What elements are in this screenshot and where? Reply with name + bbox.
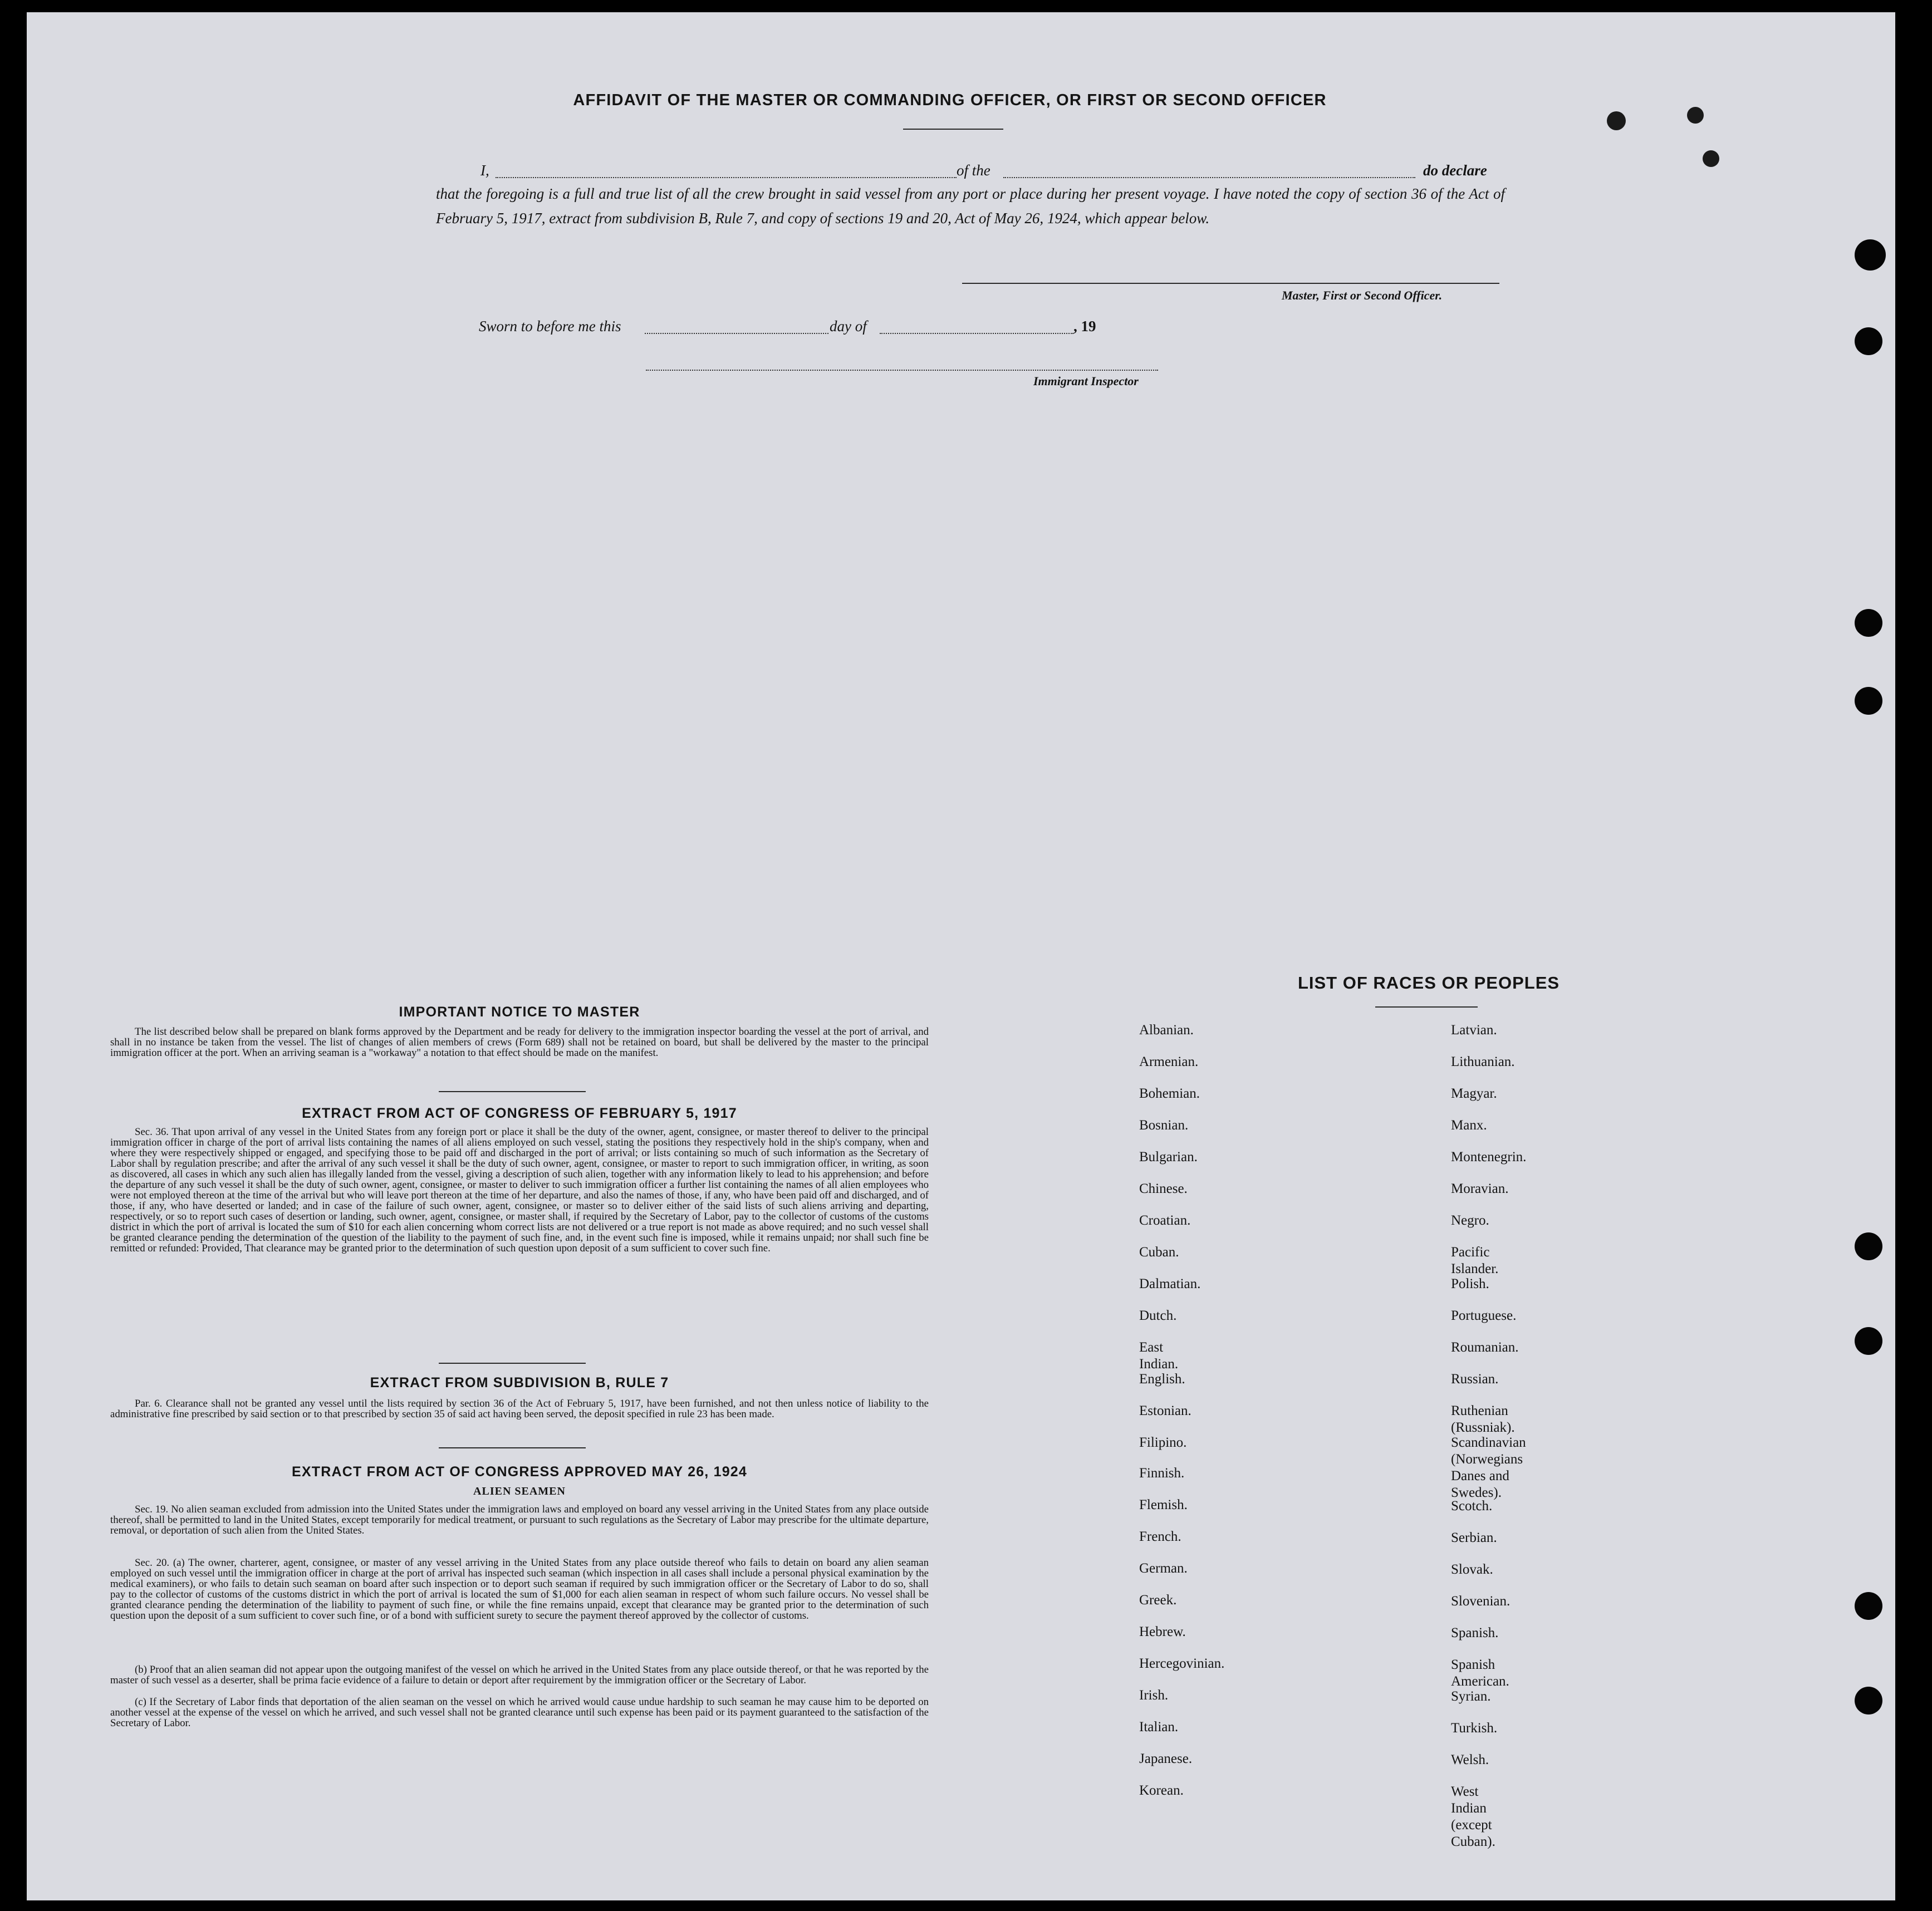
race-item: Japanese. <box>1139 1751 1193 1766</box>
race-item: Chinese. <box>1139 1181 1188 1196</box>
race-item: Negro. <box>1451 1213 1489 1228</box>
extract-1917-title: EXTRACT FROM ACT OF CONGRESS OF FEBRUARY 5, 1917 <box>302 1106 737 1121</box>
race-item: Polish. <box>1451 1276 1489 1291</box>
race-item: Korean. <box>1139 1783 1184 1798</box>
race-item: Croatian. <box>1139 1213 1191 1228</box>
sworn-month-field[interactable] <box>880 333 1073 334</box>
race-item: Spanish American. <box>1451 1657 1509 1689</box>
race-item: Cuban. <box>1139 1245 1179 1260</box>
race-item: Roumanian. <box>1451 1340 1519 1355</box>
extract-1917-body: Sec. 36. That upon arrival of any vessel in the United States from any foreign port or place it shall be the duty of the owner, agent, consignee, or master thereof to deliver to the principal immigration officer in charge of the port of arrival lists containing the names of all aliens employed on such vessel, stating the positions they respectively hold in the ship's company, when and where they were respectively shipped or engaged, and specifying those to be paid off and discharged in the port of arrival; or lists containing so much of such information as the Secretary of Labor shall by regulation prescribe; and after the arrival of any such vessel it shall be the duty of such owner, agent, consignee, or master to report to such immigration officer, in writing, as soon as discovered, all cases in which any such alien has illegally landed from the vessel, giving a description of such alien, together with any information likely to lead to his apprehension; and before the departure of any such vessel it shall be the duty of such owner, agent, consignee, or master to deliver to such immigration officer a further list containing the names of all alien employees who were not employed thereon at the time of the arrival but who will leave port thereon at the time of her departure, and also the names of those, if any, who have been paid off and discharged, and of those, if any, who have deserted or landed; and in case of the failure of such owner, agent, consignee, or master so to deliver either of the said lists of such aliens arriving and departing, respectively, or so to report such cases of desertion or landing, such owner, agent, consignee, or master shall, if required by the Secretary of Labor, pay to the collector of customs of the customs district in which the port of arrival is located the sum of $10 for each alien concerning whom correct lists are not delivered or a true report is not made as above required; and no such vessel shall be granted clearance pending the determination of the question of the liability to the payment of such fine, and, in the event such fine is imposed, while it remains unpaid; nor shall such fine be remitted or refunded: Provided, That clearance may be granted prior to the determination of such question upon deposit of a sum sufficient to cover such fine. <box>110 1126 929 1254</box>
title-underline <box>903 129 1003 130</box>
race-item: Finnish. <box>1139 1466 1185 1481</box>
alien-seamen-subtitle: ALIEN SEAMEN <box>473 1485 566 1497</box>
race-item: Montenegrin. <box>1451 1149 1527 1165</box>
race-item: Bulgarian. <box>1139 1149 1198 1165</box>
notice-body: The list described below shall be prepared on blank forms approved by the Department and be ready for delivery to the immigration inspector boarding the vessel at the port of arrival, and shall in no instance be taken from the vessel. The list of changes of alien members of crews (Form 689) shall not be retained on board, but shall be delivered by the master to the principal immigration officer at the port. When an arriving seaman is a "workaway" a notation to that effect should be made on the manifest. <box>110 1026 929 1059</box>
race-item: West Indian (except Cuban). <box>1451 1784 1495 1849</box>
race-item: Syrian. <box>1451 1689 1491 1704</box>
day-of-text: day of <box>830 318 867 335</box>
race-item: Welsh. <box>1451 1752 1489 1767</box>
races-title: LIST OF RACES OR PEOPLES <box>1297 973 1560 993</box>
sworn-text: Sworn to before me this <box>479 318 621 335</box>
race-item: Latvian. <box>1451 1023 1497 1038</box>
race-item: Slovenian. <box>1451 1594 1511 1609</box>
race-item: Pacific Islander. <box>1451 1245 1499 1276</box>
punch-hole <box>1855 1687 1882 1715</box>
race-item: Magyar. <box>1451 1086 1497 1101</box>
master-signature-label: Master, First or Second Officer. <box>1282 288 1443 302</box>
race-item: Russian. <box>1451 1372 1499 1387</box>
race-item: Bosnian. <box>1139 1118 1189 1133</box>
section-divider <box>439 1091 586 1092</box>
affidavit-title: AFFIDAVIT OF THE MASTER OR COMMANDING OFFICER, OR FIRST OR SECOND OFFICER <box>573 91 1327 109</box>
extract-1924-title: EXTRACT FROM ACT OF CONGRESS APPROVED MAY 26, 1924 <box>291 1464 748 1480</box>
vessel-prefix: of the <box>957 162 990 179</box>
race-item: Hercegovinian. <box>1139 1656 1225 1671</box>
declarant-name-field[interactable] <box>496 177 957 178</box>
punch-hole <box>1855 1327 1882 1355</box>
race-item: Flemish. <box>1139 1497 1188 1512</box>
master-signature-line[interactable] <box>962 283 1499 284</box>
race-item: Manx. <box>1451 1118 1487 1133</box>
race-item: Moravian. <box>1451 1181 1509 1196</box>
race-item: Portuguese. <box>1451 1308 1517 1323</box>
declare-suffix: do declare <box>1423 162 1487 179</box>
race-item: Greek. <box>1139 1593 1177 1608</box>
race-item: Turkish. <box>1451 1721 1498 1736</box>
race-item: Slovak. <box>1451 1562 1493 1577</box>
punch-hole <box>1855 687 1882 715</box>
sec20b-body: (b) Proof that an alien seaman did not appear upon the outgoing manifest of the vessel on which he arrived in the United States from any place outside thereof, or that he was reported by the master of such vessel as a deserter, shall be prima facie evidence of a failure to detain or deport after requirement by the immigration officer or the Secretary of Labor. <box>110 1664 929 1686</box>
ink-speck <box>1607 111 1626 130</box>
sec20a-body: Sec. 20. (a) The owner, charterer, agent, consignee, or master of any vessel arriving in the United States from any place outside thereof who fails to detain on board any alien seaman employed on such vessel until the immigration officer in charge at the port of arrival has inspected such seaman (which inspection in all cases shall include a personal physical examination by the medical examiners), or who fails to detain such seaman on board after such inspection or to deport such seaman if required by such immigration officer or the Secretary of Labor to do so, shall pay to the collector of customs of the customs district in which the port of arrival is located the sum of $1,000 for each alien seaman in respect of whom such failure occurs. No vessel shall be granted clearance pending the determination of the liability to payment of such fine, or while the fine remains unpaid, except that clearance may be granted prior to the determination of such question upon the deposit of a sum sufficient to cover such fine, or of a bond with sufficient surety to secure the payment thereof approved by the collector of customs. <box>110 1557 929 1622</box>
race-item: Hebrew. <box>1139 1624 1186 1639</box>
race-item: Armenian. <box>1139 1054 1199 1069</box>
declaration-line <box>480 158 489 183</box>
declarant-prefix: I, <box>480 162 489 179</box>
race-item: Italian. <box>1139 1720 1179 1735</box>
sec20c-body: (c) If the Secretary of Labor finds that deportation of the alien seaman on the vessel on which he arrived would cause undue hardship to such seaman he may cause him to be deported on another vessel at the expense of the vessel on which he arrived, and such vessel shall not be granted clearance until such expense has been paid or its payment guaranteed to the satisfaction of the Secretary of Labor. <box>110 1696 929 1729</box>
section-divider <box>439 1363 586 1364</box>
races-title-underline <box>1375 1006 1478 1008</box>
punch-hole <box>1855 239 1886 271</box>
race-item: Serbian. <box>1451 1530 1497 1545</box>
ink-speck <box>1703 150 1719 167</box>
race-item: Scotch. <box>1451 1499 1493 1514</box>
race-item: Ruthenian (Russniak). <box>1451 1403 1515 1435</box>
inspector-label: Immigrant Inspector <box>1033 374 1139 388</box>
notice-title: IMPORTANT NOTICE TO MASTER <box>399 1004 640 1020</box>
race-item: English. <box>1139 1372 1185 1387</box>
race-item: Bohemian. <box>1139 1086 1200 1101</box>
extract-rule7-title: EXTRACT FROM SUBDIVISION B, RULE 7 <box>370 1375 669 1391</box>
vessel-name-field[interactable] <box>1003 177 1415 178</box>
punch-hole <box>1855 327 1882 355</box>
race-item: Scandinavian (Norwegians Danes and Swedes). <box>1451 1435 1526 1500</box>
race-item: French. <box>1139 1529 1181 1544</box>
section-divider <box>439 1447 586 1448</box>
race-item: Spanish. <box>1451 1625 1499 1640</box>
year-prefix: , 19 <box>1073 318 1096 335</box>
sec19-body: Sec. 19. No alien seaman excluded from admission into the United States under the immigration laws and employed on board any vessel arriving in the United States from any place outside thereof, shall be permitted to land in the United States, except temporarily for medical treatment, or pursuant to such regulations as the Secretary of Labor may prescribe for the ultimate departure, removal, or deportation of such alien from the United States. <box>110 1504 929 1536</box>
race-item: Lithuanian. <box>1451 1054 1515 1069</box>
extract-rule7-body: Par. 6. Clearance shall not be granted any vessel until the lists required by section 36 of the Act of February 5, 1917, have been furnished, and not then unless notice of liability to the administrative fine prescribed by said section or to that prescribed by section 35 of said act having been served, the deposit specified in rule 23 has been made. <box>110 1398 929 1420</box>
race-item: Albanian. <box>1139 1023 1194 1038</box>
race-item: Dutch. <box>1139 1308 1177 1323</box>
race-item: Filipino. <box>1139 1435 1187 1450</box>
sworn-day-field[interactable] <box>645 333 828 334</box>
punch-hole <box>1855 1592 1882 1620</box>
race-item: Irish. <box>1139 1688 1169 1703</box>
race-item: Dalmatian. <box>1139 1276 1201 1291</box>
document-page <box>27 12 1895 1900</box>
punch-hole <box>1855 609 1882 637</box>
race-item: German. <box>1139 1561 1188 1576</box>
punch-hole <box>1855 1232 1882 1260</box>
race-item: East Indian. <box>1139 1340 1179 1372</box>
declaration-paragraph: that the foregoing is a full and true list of all the crew brought in said vessel from any port or place during her present voyage. I have noted the copy of section 36 of the Act of February 5, 1917, extract from subdivision B, Rule 7, and copy of sections 19 and 20, Act of May 26, 1924, which appear below. <box>436 185 1505 227</box>
inspector-signature-line[interactable] <box>646 370 1158 371</box>
race-item: Estonian. <box>1139 1403 1191 1418</box>
